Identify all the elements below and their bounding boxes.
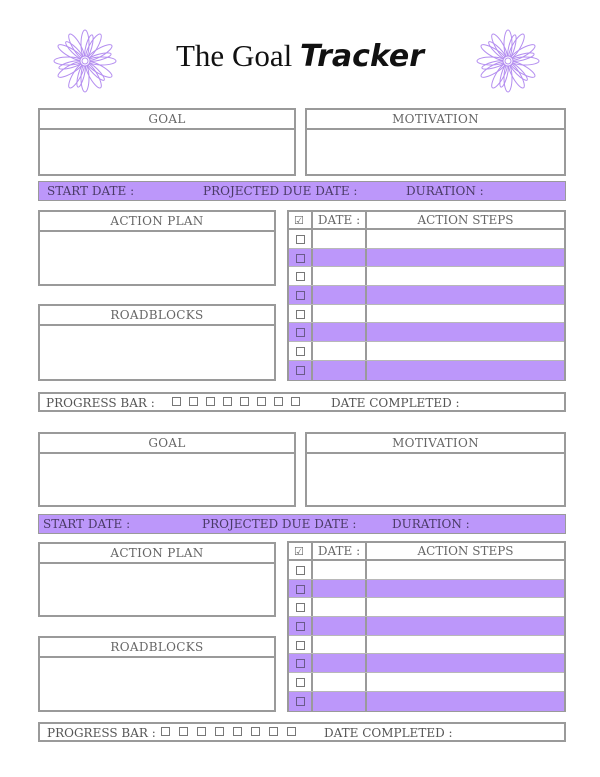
progress-checkbox[interactable] — [233, 727, 242, 736]
progress-checkbox[interactable] — [287, 727, 296, 736]
checkbox[interactable] — [296, 622, 305, 631]
roadblocks-label: ROADBLOCKS — [40, 306, 274, 326]
checkbox[interactable] — [296, 659, 305, 668]
progress-checkbox[interactable] — [172, 397, 181, 406]
progress-checkbox[interactable] — [223, 397, 232, 406]
table-header-row — [289, 212, 564, 230]
progress-checkbox[interactable] — [291, 397, 300, 406]
checkbox[interactable] — [296, 641, 305, 650]
checkbox[interactable] — [296, 272, 305, 281]
duration-label: DURATION : — [392, 517, 470, 531]
action-plan-box[interactable] — [38, 542, 276, 617]
checkbox[interactable] — [296, 697, 305, 706]
checkbox[interactable] — [296, 603, 305, 612]
table-row — [289, 286, 564, 305]
projected-due-date-label: PROJECTED DUE DATE : — [203, 184, 358, 198]
motivation-label: MOTIVATION — [307, 434, 564, 454]
goal-box[interactable] — [38, 108, 296, 176]
table-row — [289, 267, 564, 286]
start-date-label: START DATE : — [43, 517, 131, 531]
progress-checkbox[interactable] — [189, 397, 198, 406]
roadblocks-label: ROADBLOCKS — [40, 638, 274, 658]
table-row — [289, 561, 564, 580]
action-steps-column-header: ACTION STEPS — [417, 544, 514, 558]
progress-checkbox[interactable] — [161, 727, 170, 736]
checkbox[interactable] — [296, 347, 305, 356]
table-row — [289, 598, 564, 617]
roadblocks-box[interactable] — [38, 304, 276, 381]
action-plan-box[interactable] — [38, 210, 276, 286]
title-part-2: Tracker — [299, 39, 424, 74]
table-row — [289, 361, 564, 380]
goal-label: GOAL — [40, 110, 294, 130]
projected-due-date-label: PROJECTED DUE DATE : — [202, 517, 357, 531]
progress-bar-row — [38, 722, 566, 742]
table-header-row — [289, 543, 564, 561]
roadblocks-box[interactable] — [38, 636, 276, 712]
table-row — [289, 673, 564, 692]
checkbox[interactable] — [296, 235, 305, 244]
table-row — [289, 636, 564, 655]
table-row — [289, 692, 564, 711]
progress-checkbox[interactable] — [269, 727, 278, 736]
date-completed-label: DATE COMPLETED : — [324, 726, 453, 740]
progress-checkbox[interactable] — [215, 727, 224, 736]
dates-bar — [38, 514, 566, 534]
checkbox[interactable] — [296, 310, 305, 319]
dates-bar — [38, 181, 566, 201]
checked-box-icon: ☑ — [294, 545, 304, 558]
action-steps-table — [287, 541, 566, 712]
table-row — [289, 305, 564, 324]
action-steps-table — [287, 210, 566, 381]
progress-checkbox[interactable] — [206, 397, 215, 406]
date-column-header: DATE : — [313, 212, 367, 228]
progress-bar-row — [38, 392, 566, 412]
motivation-box[interactable] — [305, 108, 566, 176]
table-row — [289, 580, 564, 599]
page-title — [0, 38, 600, 74]
progress-checkbox[interactable] — [274, 397, 283, 406]
table-row — [289, 323, 564, 342]
title-part-1: The Goal — [176, 38, 300, 73]
checkbox[interactable] — [296, 678, 305, 687]
start-date-label: START DATE : — [47, 184, 135, 198]
action-plan-label: ACTION PLAN — [40, 212, 274, 232]
checkbox[interactable] — [296, 585, 305, 594]
checkbox[interactable] — [296, 328, 305, 337]
action-steps-column-header: ACTION STEPS — [417, 213, 514, 227]
table-row — [289, 249, 564, 268]
goal-box[interactable] — [38, 432, 296, 507]
table-row — [289, 342, 564, 361]
date-column-header: DATE : — [313, 543, 367, 559]
table-row — [289, 230, 564, 249]
progress-checkbox[interactable] — [197, 727, 206, 736]
checkbox[interactable] — [296, 291, 305, 300]
progress-checkbox[interactable] — [251, 727, 260, 736]
motivation-box[interactable] — [305, 432, 566, 507]
progress-bar-label: PROGRESS BAR : — [46, 396, 155, 410]
checked-box-icon: ☑ — [294, 214, 304, 227]
progress-checkbox[interactable] — [179, 727, 188, 736]
table-row — [289, 617, 564, 636]
motivation-label: MOTIVATION — [307, 110, 564, 130]
progress-checkbox[interactable] — [257, 397, 266, 406]
checkbox[interactable] — [296, 566, 305, 575]
checkbox[interactable] — [296, 366, 305, 375]
duration-label: DURATION : — [406, 184, 484, 198]
progress-checkbox[interactable] — [240, 397, 249, 406]
action-plan-label: ACTION PLAN — [40, 544, 274, 564]
goal-label: GOAL — [40, 434, 294, 454]
checkbox[interactable] — [296, 254, 305, 263]
progress-bar-label: PROGRESS BAR : — [47, 726, 156, 740]
date-completed-label: DATE COMPLETED : — [331, 396, 460, 410]
table-row — [289, 654, 564, 673]
